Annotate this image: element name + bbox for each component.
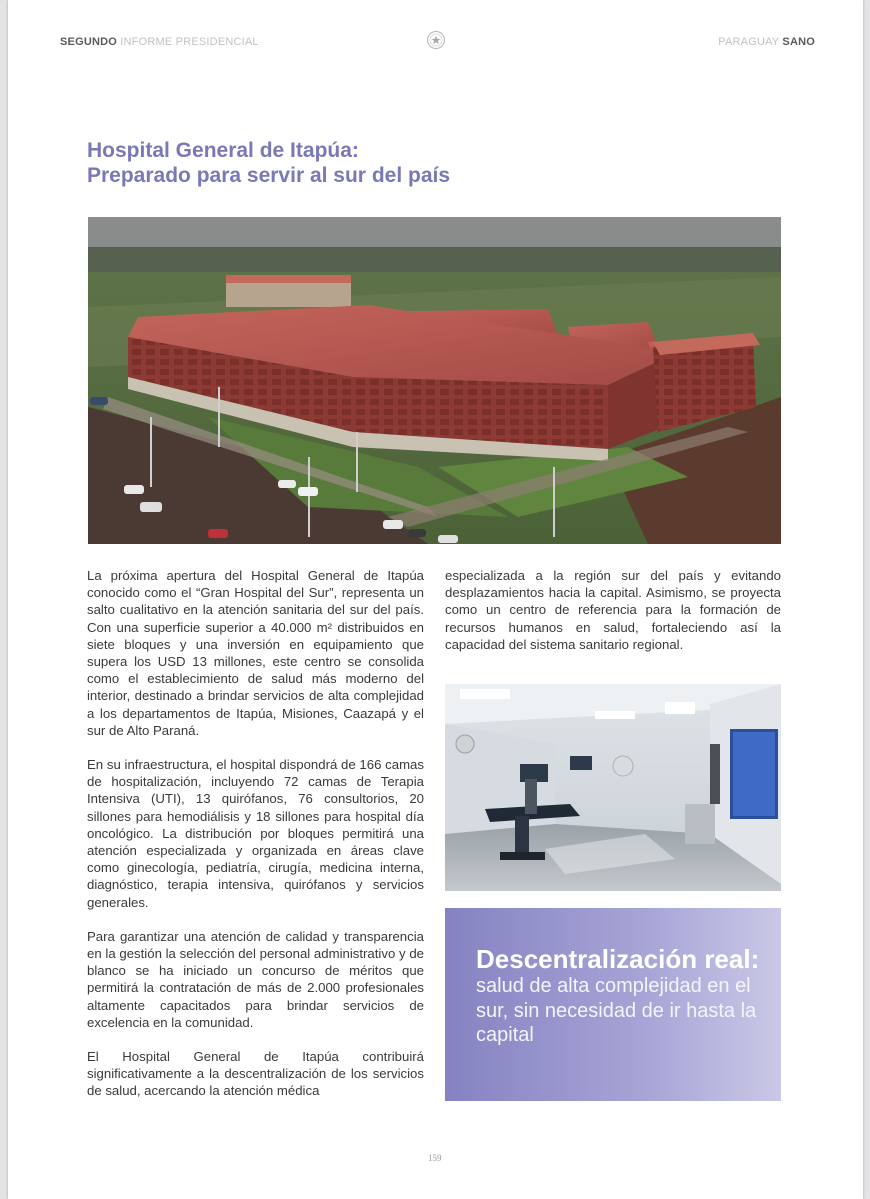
article-column-left	[87, 567, 424, 1117]
article-paragraph: En su infraestructura, el hospital dispondrá de 166 camas de hospitalización, incluyendo 72 camas de Terapia Intensiva (UTI), 13 quirófanos, 76 consultorios, 20 sillones para hemodiálisis y 18 sillones para hospital día oncológico. La distribución por bloques permitirá una atención especializada y organizada en áreas clave como ginecología, pediatría, cirugía, medicina interna, diagnóstico, terapia intensiva, quirófanos y servicios generales.	[87, 757, 424, 910]
article-paragraph: La próxima apertura del Hospital General de Itapúa conocido como el “Gran Hospital del Sur”, representa un salto cualitativo en la atención sanitaria del sur del país. Con una superficie superior a 40.000 m² distribuidos en siete bloques y una inversión en equipamiento que supera los USD 13 millones, este centro se consolida como el establecimiento de salud más moderno del interior, destinado a brindar servicios de alta complejidad a los departamentos de Itapúa, Misiones, Caazapá y el sur de Alto Paraná.	[87, 568, 424, 738]
article-paragraph: especializada a la región sur del país y evitando desplazamientos hacia la capital. Asimismo, se proyecta como un centro de referencia para la formación de recursos humanos en salud, fortaleciendo así la capacidad del sistema sanitario regional.	[445, 568, 781, 652]
callout-box	[445, 908, 781, 1101]
header-section-title	[718, 36, 815, 48]
header-report-title	[60, 36, 259, 48]
header-left-strong: SEGUNDO	[60, 36, 118, 48]
callout-heading: Descentralización real:	[476, 944, 760, 974]
document-page	[8, 0, 863, 1199]
header-right-strong: SANO	[782, 36, 815, 48]
operating-room-photo	[445, 684, 781, 891]
article-title-line-1: Hospital General de Itapúa:	[87, 139, 359, 162]
page-header	[60, 36, 815, 50]
article-title	[87, 138, 687, 188]
article-paragraph: El Hospital General de Itapúa contribuirá significativamente a la descentralización de los servicios de salud, acercando la atención médica	[87, 1049, 424, 1099]
hospital-aerial-photo	[88, 217, 781, 544]
page-number: 159	[428, 1153, 442, 1163]
header-left-light: INFORME PRESIDENCIAL	[117, 36, 259, 48]
callout-body: salud de alta complejidad en el sur, sin necesidad de ir hasta la capital	[476, 975, 757, 1046]
national-seal-icon	[426, 30, 446, 50]
header-right-light: PARAGUAY	[718, 36, 783, 48]
article-column-right	[445, 567, 781, 670]
article-title-line-2: Preparado para servir al sur del país	[87, 164, 451, 187]
article-paragraph: Para garantizar una atención de calidad y transparencia en la gestión la selección del personal administrativo y de blanco se ha iniciado un concurso de méritos que permitirá la contratación de más de 2.000 profesionales altamente capacitados para brindar servicios de excelencia en la comunidad.	[87, 928, 424, 1030]
